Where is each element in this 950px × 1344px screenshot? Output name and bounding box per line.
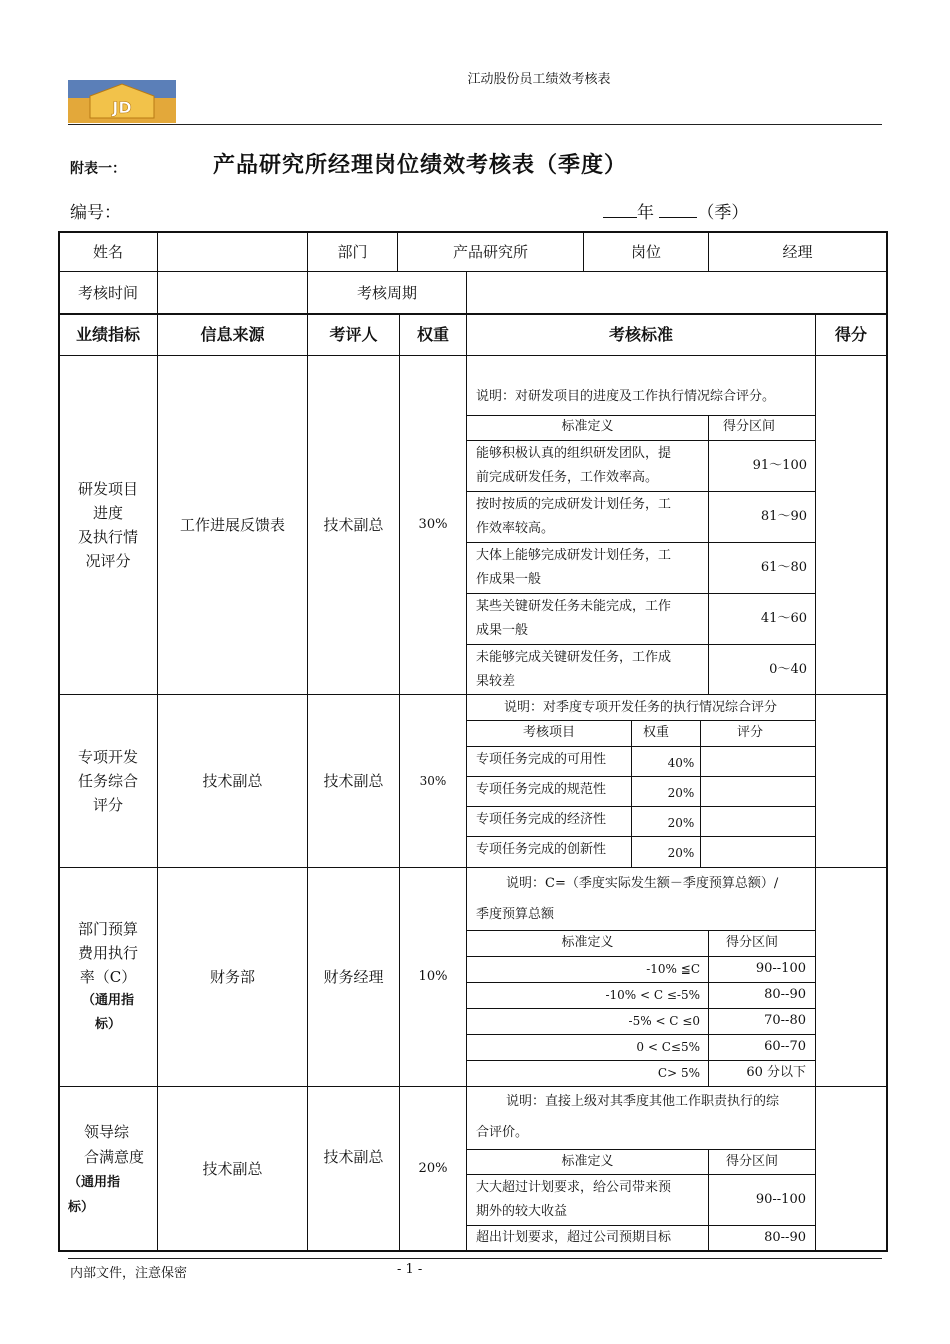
row2-subheader-score: 评分: [736, 725, 763, 740]
row1-crit4-def: 某些关键研发任务未能完成，工作 成果一般: [476, 599, 672, 638]
row3-crit2-def: -10% < C ≤-5%: [605, 988, 700, 1002]
row4-score[interactable]: [816, 1087, 886, 1250]
document-header-title: 江动股份员工绩效考核表: [467, 72, 611, 87]
row4-crit1-def: 大大超过计划要求，给公司带来预 期外的较大收益: [476, 1180, 672, 1219]
row1-note: 说明：对研发项目的进度及工作执行情况综合评分。: [476, 389, 776, 404]
row2-item2-weight: 20%: [667, 786, 695, 800]
name-label: 姓名: [92, 242, 123, 261]
row4-crit2-def: 超出计划要求，超过公司预期目标: [476, 1230, 672, 1245]
row2-item2: 专项任务完成的规范性: [476, 782, 607, 797]
row3-crit1-def: -10% ≦C: [646, 962, 700, 976]
row4-evaluator: 技术副总: [323, 1148, 384, 1166]
row3-indicator: 部门预算 费用执行 率（C） （通用指 标）: [77, 920, 138, 1032]
row1-crit1-range: 91～100: [752, 458, 807, 473]
assessment-time-label: 考核时间: [77, 283, 138, 302]
row2-item3: 专项任务完成的经济性: [476, 812, 607, 827]
assessment-time-value[interactable]: [158, 272, 307, 313]
row1-crit4-range: 41～60: [760, 611, 807, 626]
row4-subheader-range: 得分区间: [725, 1154, 778, 1169]
row4-source: 技术副总: [202, 1159, 263, 1178]
quarter-blank[interactable]: [659, 201, 697, 218]
row1-crit2-def: 按时按质的完成研发计划任务，工 作效率较高。: [476, 497, 672, 536]
year-label: 年: [637, 203, 654, 223]
row4-indicator: 领导综 合满意度 （通用指 标）: [68, 1123, 145, 1215]
row3-crit2-range: 80--90: [764, 987, 806, 1002]
dept-value: 产品研究所: [452, 242, 528, 261]
col-header-score: 得分: [834, 325, 867, 344]
col-header-indicator: 业绩指标: [75, 325, 140, 344]
row2-indicator: 专项开发 任务综合 评分: [77, 748, 138, 814]
row2-note: 说明：对季度专项开发任务的执行情况综合评分: [504, 700, 778, 715]
row1-weight: 30%: [418, 517, 448, 532]
row3-crit3-def: -5% < C ≤0: [628, 1014, 700, 1028]
table-border-right: [886, 231, 888, 1252]
row3-evaluator: 财务经理: [323, 968, 384, 986]
row1-subheader-def: 标准定义: [561, 419, 614, 434]
row3-note: 说明：C=（季度实际发生额－季度预算总额）/ 季度预算总额: [476, 876, 779, 922]
row2-score[interactable]: [816, 695, 886, 867]
assessment-cycle-label: 考核周期: [356, 283, 417, 302]
row2-item3-weight: 20%: [667, 816, 695, 830]
table-border-bottom: [58, 1250, 888, 1252]
row3-score[interactable]: [816, 868, 886, 1086]
row4-subheader-def: 标准定义: [561, 1154, 614, 1169]
row3-crit1-range: 90--100: [755, 961, 806, 976]
quarter-label: （季）: [697, 203, 749, 223]
row1-crit5-def: 未能够完成关键研发任务，工作成 果较差: [476, 650, 672, 689]
row3-crit5-def: C> 5%: [657, 1066, 700, 1080]
row4-crit2-range: 80--90: [764, 1230, 806, 1245]
row2-item4-weight: 20%: [667, 846, 695, 860]
row1-crit1-def: 能够积极认真的组织研发团队，提 前完成研发任务，工作效率高。: [476, 446, 672, 485]
row4-weight: 20%: [418, 1160, 448, 1176]
row1-crit5-range: 0～40: [769, 662, 807, 677]
assessment-cycle-value[interactable]: [467, 272, 886, 313]
row2-item1: 专项任务完成的可用性: [476, 752, 607, 767]
row2-source: 技术副总: [202, 772, 263, 790]
row2-subheader-item: 考核项目: [522, 725, 575, 740]
footer-page-number: - 1 -: [397, 1262, 423, 1277]
col-header-weight: 权重: [416, 325, 449, 344]
dept-label: 部门: [337, 242, 368, 261]
row3-subheader-def: 标准定义: [561, 935, 614, 950]
row3-crit3-range: 70--80: [764, 1013, 806, 1028]
row2-subheader-weight: 权重: [642, 725, 669, 740]
row1-indicator: 研发项目 进度 及执行情 况评分: [77, 480, 138, 570]
col-header-standard: 考核标准: [608, 325, 673, 344]
row2-evaluator: 技术副总: [323, 772, 384, 790]
position-value: 经理: [782, 242, 813, 261]
row3-source: 财务部: [209, 968, 255, 986]
row2-item1-weight: 40%: [667, 756, 695, 770]
row1-crit3-range: 61～80: [760, 560, 807, 575]
year-blank[interactable]: [603, 201, 637, 218]
row4-crit1-range: 90--100: [755, 1192, 806, 1207]
col-header-source: 信息来源: [200, 325, 265, 344]
row2-weight: 30%: [419, 774, 447, 788]
row1-crit3-def: 大体上能够完成研发计划任务，工 作成果一般: [476, 548, 672, 587]
company-logo: [68, 80, 176, 123]
col-header-evaluator: 考评人: [329, 325, 378, 344]
logo-text: JD: [112, 98, 132, 117]
header-divider: [68, 124, 882, 125]
name-value[interactable]: [158, 232, 307, 271]
row1-evaluator: 技术副总: [323, 516, 384, 534]
row4-note: 说明：直接上级对其季度其他工作职责执行的综 合评价。: [476, 1094, 780, 1140]
row2-item4: 专项任务完成的创新性: [476, 842, 607, 857]
code-label: 编号：: [70, 203, 121, 223]
row1-score[interactable]: [816, 356, 886, 694]
row3-crit4-range: 60--70: [764, 1039, 806, 1054]
row1-source: 工作进展反馈表: [179, 516, 285, 534]
page-title: 产品研究所经理岗位绩效考核表（季度）: [213, 152, 628, 178]
row1-subheader-range: 得分区间: [722, 419, 775, 434]
row3-crit5-range: 60 分以下: [746, 1065, 806, 1080]
footer-divider: [68, 1258, 882, 1259]
period-line: [603, 198, 748, 223]
appendix-label: 附表一：: [70, 161, 126, 177]
row3-weight: 10%: [418, 969, 448, 984]
position-label: 岗位: [630, 242, 661, 261]
row3-subheader-range: 得分区间: [725, 935, 778, 950]
row1-crit2-range: 81～90: [760, 509, 807, 524]
row3-crit4-def: 0 < C≤5%: [636, 1040, 700, 1054]
footer-confidential: 内部文件，注意保密: [70, 1266, 188, 1281]
